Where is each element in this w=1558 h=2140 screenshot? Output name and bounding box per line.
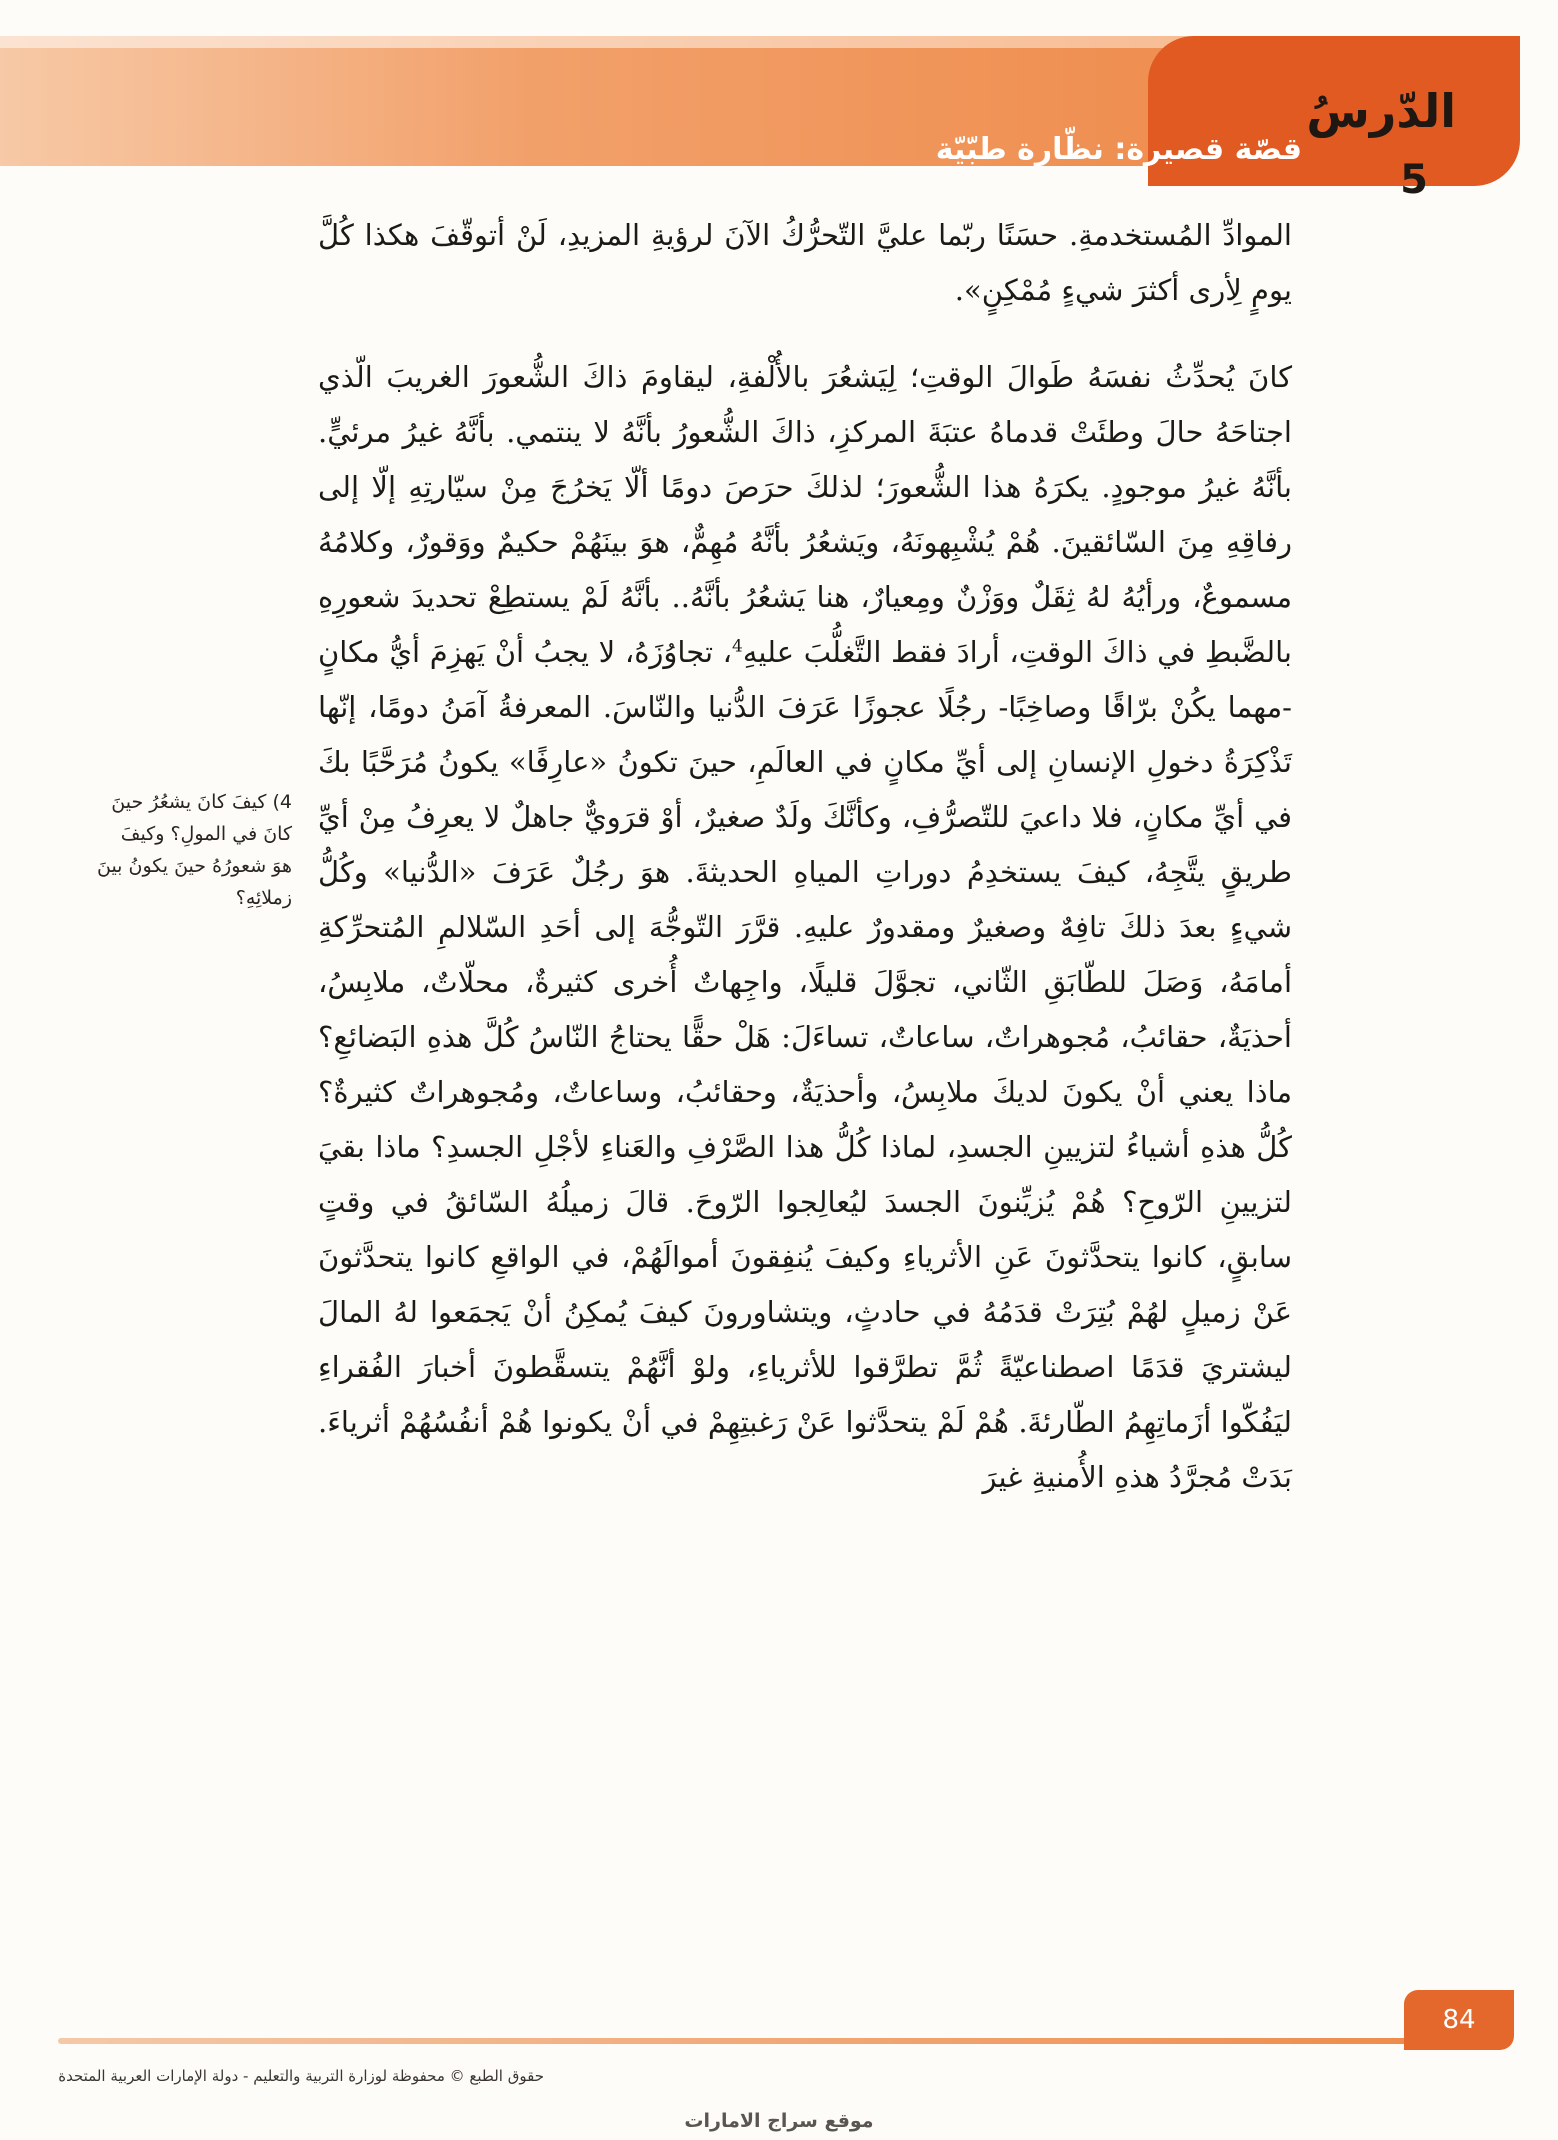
paragraph-2 xyxy=(318,350,1292,1505)
site-credit: موقع سراج الامارات xyxy=(684,2110,874,2132)
lesson-number: 5 xyxy=(1400,157,1428,203)
footer-rule xyxy=(58,2038,1454,2044)
margin-question: 4) كيفَ كانَ يشعُرُ حينَ كانَ في المولِ؟ وكيفَ هوَ شعورُهُ حينَ يكونُ بينَ زملائِهِ؟ xyxy=(96,791,292,909)
lesson-subtitle: قصّة قصيرة: نظّارة طبّيّة xyxy=(935,132,1302,167)
paragraph-2-part-2: ، تجاوُزَهُ، لا يجبُ أنْ يَهزِمَ أيُّ مكانٍ -مهما يكُنْ برّاقًا وصاخِبًا- رجُلًا عجوزًا عَرَفَ الدُّنيا والنّاسَ. المعرفةُ آمَنُ دومًا، إنّها تَذْكِرَةُ دخولِ الإنسانِ إلى أيِّ مكانٍ في العالَمِ، حينَ تكونُ «عارِفًا» يكونُ مُرَحَّبًا بكَ في أيِّ مكانٍ، فلا داعيَ للتّصرُّفِ، وكأنَّكَ ولَدٌ صغيرٌ، أوْ قرَويٌّ جاهلٌ لا يعرِفُ مِنْ أيِّ طريقٍ يتَّجِهُ، كيفَ يستخدِمُ دوراتِ المياهِ الحديثةَ. هوَ رجُلٌ عَرَفَ «الدُّنيا» وكُلُّ شيءٍ بعدَ ذلكَ تافِهٌ وصغيرٌ ومقدورٌ عليهِ. قرَّرَ التّوجُّهَ إلى أحَدِ السّلالمِ المُتحرِّكةِ أمامَهُ، وَصَلَ للطّابَقِ الثّاني، تجوَّلَ قليلًا، واجِهاتٌ أُخرى كثيرةٌ، محلّاتٌ، ملابِسُ، أحذيَةٌ، حقائبُ، مُجوهراتٌ، ساعاتٌ، تساءَلَ: هَلْ حقًّا يحتاجُ النّاسُ كُلَّ هذهِ البَضائعِ؟ ماذا يعني أنْ يكونَ لديكَ ملابِسُ، وأحذيَةٌ، وحقائبُ، وساعاتٌ، ومُجوهراتٌ كثيرةٌ؟ كُلُّ هذهِ أشياءُ لتزيينِ الجسدِ، لماذا كُلُّ هذا الصَّرْفِ والعَناءِ لأجْلِ الجسدِ؟ ماذا بقيَ لتزيينِ الرّوحِ؟ هُمْ يُزيِّنونَ الجسدَ ليُعالِجوا الرّوحَ. قالَ زميلُهُ السّائقُ في وقتٍ سابقٍ، كانوا يتحدَّثونَ عَنِ الأثرياءِ وكيفَ يُنفِقونَ أموالَهُمْ، في الواقعِ كانوا يتحدَّثونَ عَنْ زميلٍ لهُمْ بُتِرَتْ قدَمُهُ في حادثٍ، ويتشاورونَ كيفَ يُمكِنُ أنْ يَجمَعوا لهُ المالَ ليشتريَ قدَمًا اصطناعيّةً ثُمَّ تطرَّقوا للأثرياءِ، ولوْ أنَّهُمْ يتسقَّطونَ أخبارَ الفُقراءِ ليَفُكّوا أزَماتِهِمُ الطّارئةَ. هُمْ لَمْ يتحدَّثوا عَنْ رَغبتِهِمْ في أنْ يكونوا هُمْ أنفُسُهُمْ أثرياءَ. بَدَتْ مُجرَّدُ هذهِ الأُمنيةِ غيرَ xyxy=(318,635,1292,1494)
lesson-label: الدّرسُ xyxy=(1306,84,1456,138)
paragraph-1: الموادِّ المُستخدمةِ. حسَنًا ربّما عليَّ التّحرُّكُ الآنَ لرؤيةِ المزيدِ، لَنْ أتوقّفَ هكذا كُلَّ يومٍ لِأرى أكثرَ شيءٍ مُمْكِنٍ». xyxy=(318,218,1292,307)
page-number-tab xyxy=(1404,1990,1514,2050)
header-stripe xyxy=(0,36,1330,48)
page-number: 84 xyxy=(1442,2005,1476,2035)
paragraph-2-part-1: كانَ يُحدِّثُ نفسَهُ طَوالَ الوقتِ؛ لِيَشعُرَ بالأُلْفةِ، ليقاومَ ذاكَ الشُّعورَ الغريبَ الّذي اجتاحَهُ حالَ وطئَتْ قدماهُ عتبَةَ المركزِ، ذاكَ الشُّعورُ بأنَّهُ لا ينتمي. بأنَّهُ غيرُ مرئيٍّ. بأنَّهُ غيرُ موجودٍ. يكرَهُ هذا الشُّعورَ؛ لذلكَ حرَصَ دومًا ألّا يَخرُجَ مِنْ سيّارتِهِ إلّا إلى رفاقِهِ مِنَ السّائقينَ. هُمْ يُشْبِهونَهُ، ويَشعُرُ بأنَّهُ مُهِمٌّ، هوَ بينَهُمْ حكيمٌ ووَقورٌ، وكلامُهُ مسموعٌ، ورأيُهُ لهُ ثِقَلٌ ووَزْنٌ ومِعيارٌ، هنا يَشعُرُ بأنَّهُ.. بأنَّهُ لَمْ يستطِعْ تحديدَ شعورِهِ بالضَّبطِ في ذاكَ الوقتِ، أرادَ فقط التَّغلُّبَ عليهِ xyxy=(318,360,1292,669)
copyright-notice: حقوق الطبع © محفوظة لوزارة التربية والتعليم - دولة الإمارات العربية المتحدة xyxy=(58,2067,544,2085)
footnote-marker: 4 xyxy=(732,636,743,657)
story-body xyxy=(318,208,1292,1505)
